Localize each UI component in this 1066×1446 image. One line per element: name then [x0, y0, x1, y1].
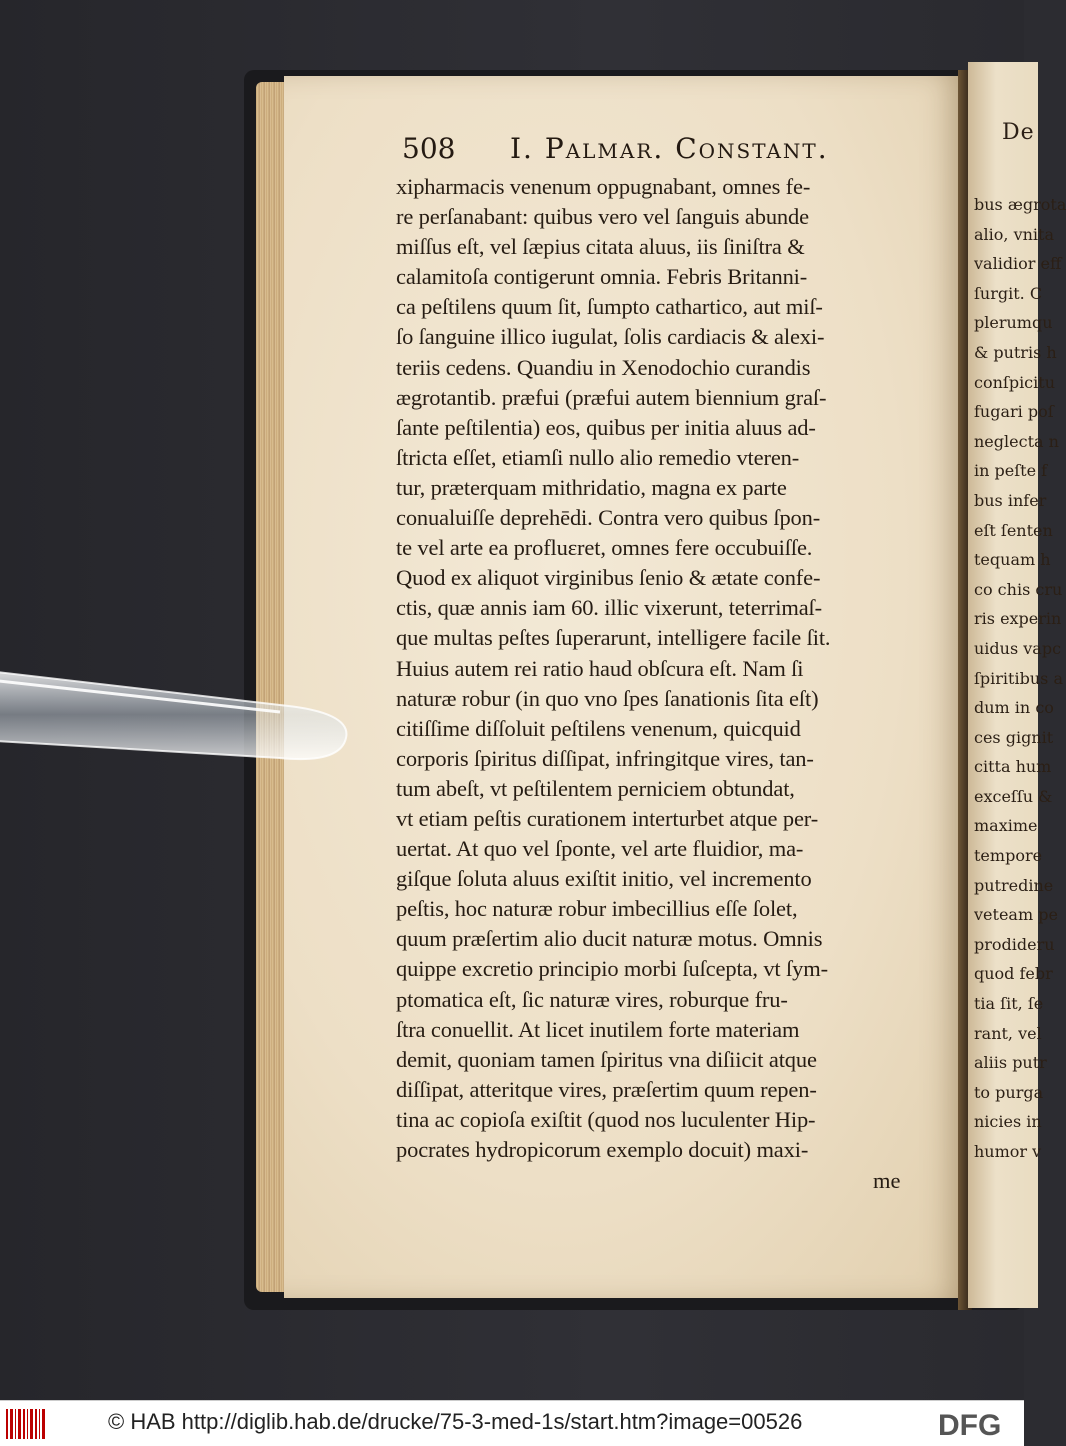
facing-text-line: quod febr: [974, 964, 1053, 984]
text-line: quippe excretio principio morbi ſuſcepta, vt ſym-: [396, 956, 828, 982]
facing-text-line: & putris h: [974, 342, 1057, 362]
facing-text-line: rant, vel: [974, 1023, 1042, 1043]
footer-citation-link[interactable]: © HAB http://diglib.hab.de/drucke/75-3-med-1s/start.htm?image=00526: [108, 1409, 803, 1434]
facing-text-line: tia ſit, ſe: [974, 994, 1044, 1014]
text-line: que multas peſtes ſuperarunt, intelligere facile ſit.: [396, 625, 831, 651]
facing-text-line: bus ægrota: [974, 195, 1066, 214]
facing-page: [968, 62, 1066, 1308]
facing-text-line: fugari poſ: [974, 402, 1054, 422]
facing-text-line: neglecta n: [974, 431, 1059, 451]
text-line: ſante peſtilentia) eos, quibus per initia aluus ad-: [396, 414, 816, 440]
text-line: tina ac copioſa exiſtit (quod nos luculenter Hip-: [396, 1106, 816, 1132]
facing-text-line: prodideru: [974, 934, 1055, 954]
text-line: te vel arte ea profluεret, omnes fere occubuiſſe.: [396, 535, 813, 561]
facing-text-line: to purga: [974, 1082, 1044, 1102]
text-line: tur, præterquam mithridatio, magna ex parte: [396, 474, 787, 500]
facing-text-line: humor v: [974, 1142, 1042, 1161]
facing-text-line: bus infer: [974, 490, 1047, 510]
facing-text-line: plerumqu: [974, 313, 1053, 333]
text-line: diſſipat, atteritque vires, præſertim quum repen-: [396, 1076, 817, 1102]
facing-page-lines: [974, 190, 1066, 1167]
catchword: me: [873, 1168, 901, 1193]
text-line: peſtis, hoc naturæ robur imbecillius eſſe ſolet,: [396, 896, 798, 922]
facing-text-line: exceſſu &: [974, 786, 1053, 806]
facing-text-line: nicies in: [974, 1112, 1042, 1132]
text-line: Huius autem rei ratio haud obſcura eſt. Nam ſi: [396, 655, 804, 681]
facing-text-line: aliis putr: [974, 1053, 1047, 1073]
text-line: calamitoſa contigerunt omnia. Febris Britanni-: [396, 264, 808, 290]
text-line: Quod ex aliquot virginibus ſenio & ætate confe-: [396, 565, 821, 591]
text-line: ſtra conuellit. At licet inutilem forte materiam: [396, 1016, 800, 1042]
footer-bar: [0, 1400, 1024, 1446]
text-line: ptomatica eſt, ſic naturæ vires, roburque fru-: [396, 986, 788, 1012]
running-head: I. Palmar. Constant.: [510, 132, 829, 165]
text-line: giſque ſoluta aluus exiſtit initio, vel incremento: [396, 866, 812, 892]
dfg-logo-text: DFG: [938, 1409, 1002, 1442]
text-line: teriis cedens. Quandiu in Xenodochio curandis: [396, 354, 811, 380]
facing-text-line: conſpicitu: [974, 372, 1055, 392]
facing-text-line: veteam pe: [974, 905, 1058, 925]
text-line: naturæ robur (in quo vno ſpes ſanationis ſita eſt): [396, 685, 819, 711]
facing-text-line: uidus vapc: [974, 638, 1062, 658]
page-text: [396, 172, 916, 1165]
facing-text-line: dum in co: [974, 698, 1054, 718]
text-line: ca peſtilens quum ſit, ſumpto cathartico, aut miſ-: [396, 294, 823, 320]
text-line: demit, quoniam tamen ſpiritus vna diſiicit atque: [396, 1046, 817, 1072]
text-line: xipharmacis venenum oppugnabant, omnes fe-: [396, 174, 811, 199]
text-line: quum præſertim alio ducit naturæ motus. Omnis: [396, 926, 823, 952]
facing-text-line: tempore: [974, 846, 1043, 866]
facing-page-header: De: [1002, 120, 1035, 145]
text-line: ſtricta eſſet, etiamſi nullo alio remedio vteren-: [396, 444, 800, 470]
facing-text-line: co chis cru: [974, 579, 1063, 599]
facing-text-line: tequam h: [974, 550, 1051, 570]
facing-text-line: eſt ſenten: [974, 520, 1053, 540]
facing-text-line: validior eff: [974, 254, 1062, 274]
text-line: miſſus eſt, vel ſæpius citata aluus, iis ſiniſtra &: [396, 234, 805, 260]
facing-text-line: ſpiritibus a: [974, 668, 1063, 688]
facing-text-line: putredine: [974, 875, 1054, 895]
text-line: uertat. At quo vel ſponte, vel arte fluidior, ma-: [396, 836, 804, 862]
barcode-icon: [6, 1409, 46, 1439]
text-line: pocrates hydropicorum exemplo docuit) maxi-: [396, 1137, 809, 1162]
facing-text-line: alio, vnita: [974, 224, 1055, 244]
text-line: ægrotantib. præfui (præfui autem biennium graſ-: [396, 384, 827, 410]
facing-text-line: in peſte f: [974, 461, 1048, 481]
facing-text-line: ris experin: [974, 609, 1062, 629]
facing-text-line: citta hum: [974, 757, 1052, 777]
facing-text-line: ces gignit: [974, 727, 1054, 747]
text-line: conualuiſſe deprehēdi. Contra vero quibus ſpon-: [396, 505, 821, 531]
facing-text-line: maxime: [974, 816, 1038, 836]
text-line: citiſſime diſſoluit peſtilens venenum, quicquid: [396, 715, 801, 741]
dfg-logo: [936, 1407, 1016, 1441]
text-line: ctis, quæ annis iam 60. illic vixerunt, teterrimaſ-: [396, 595, 823, 621]
facing-text-line: ſurgit. C: [974, 283, 1043, 303]
text-line: vt etiam peſtis curationem interturbet atque per-: [396, 805, 819, 831]
text-line: corporis ſpiritus diſſipat, infringitque vires, tan-: [396, 745, 814, 771]
text-line: tum abeſt, vt peſtilentem perniciem obtundat,: [396, 775, 795, 801]
text-line: re perſanabant: quibus vero vel ſanguis abunde: [396, 204, 809, 230]
page-number: 508: [402, 132, 456, 165]
text-line: ſo ſanguine illico iugulat, ſolis cardiacis & alexi-: [396, 324, 825, 350]
